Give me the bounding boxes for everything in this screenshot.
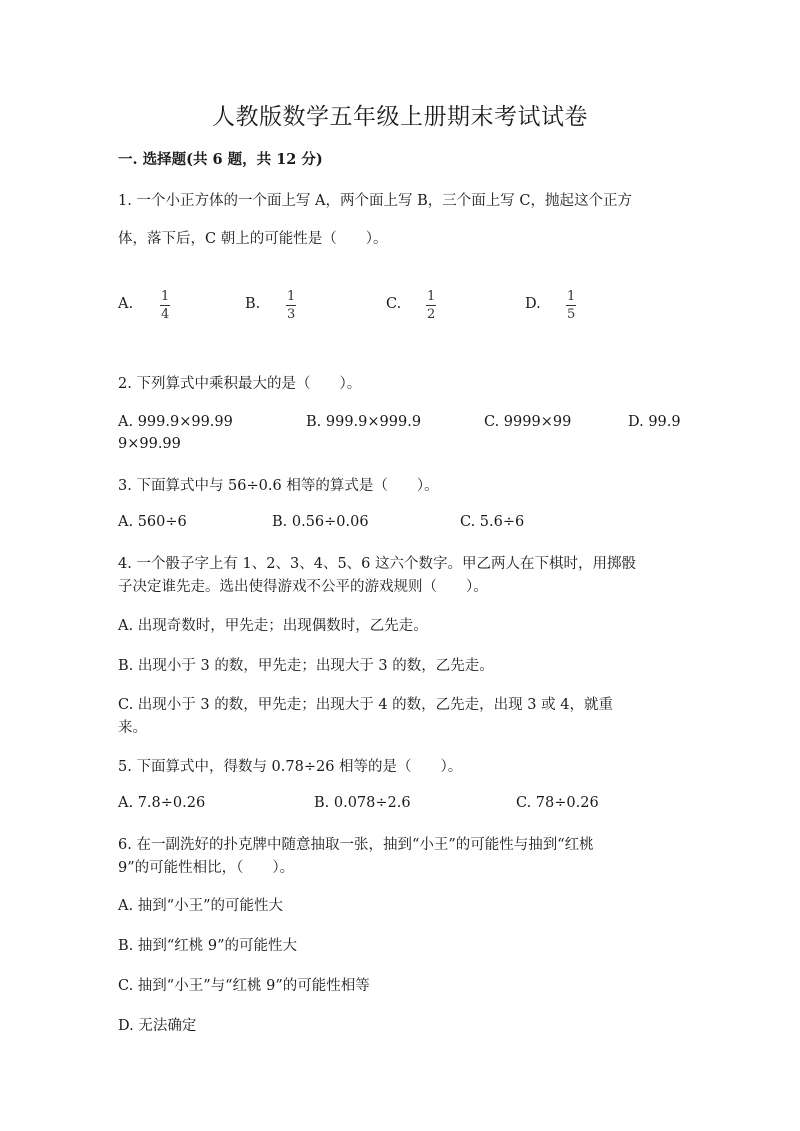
question-4-option-c-line-1: C. 出现小于 3 的数，甲先走；出现大于 4 的数，乙先走，出现 3 或 4，就重 [118,697,613,713]
question-6-option-d: D. 无法确定 [118,1018,197,1034]
question-3-option-b: B. 0.56÷0.06 [272,514,369,530]
question-3-stem: 3. 下面算式中与 56÷0.6 相等的算式是（ ）。 [118,478,439,494]
question-2-option-b: B. 999.9×999.9 [306,414,422,430]
fraction-one-quarter [160,290,170,321]
fraction-numerator: 1 [287,289,296,304]
option-label: A. [118,296,134,312]
question-1-option-d [525,296,541,312]
question-6-option-b: B. 抽到“红桃 9”的可能性大 [118,938,298,954]
question-1-option-a [118,296,133,312]
fraction-numerator: 1 [161,289,170,304]
option-label: B. [245,296,261,312]
fraction-bar [286,305,296,306]
question-5-option-a: A. 7.8÷0.26 [118,795,206,811]
question-2-option-c: C. 9999×99 [484,414,572,430]
question-1-line-2: 体，落下后，C 朝上的可能性是（ ）。 [118,231,388,247]
fraction-one-fifth [566,290,576,321]
question-4-option-b: B. 出现小于 3 的数，甲先走；出现大于 3 的数，乙先走。 [118,658,494,674]
question-4-line-2: 子决定谁先走。选出使得游戏不公平的游戏规则（ ）。 [118,579,488,595]
question-4-option-a: A. 出现奇数时，甲先走；出现偶数时，乙先走。 [118,618,428,634]
question-2-option-d-part-2: 9×99.99 [118,436,181,452]
question-4-line-1: 4. 一个骰子字上有 1、2、3、4、5、6 这六个数字。甲乙两人在下棋时，用掷骰 [118,556,637,572]
fraction-one-third [286,290,296,321]
question-1-option-c [386,296,401,312]
section-heading: 一. 选择题(共 6 题，共 12 分) [118,151,323,168]
question-5-option-c: C. 78÷0.26 [516,795,599,811]
page-title: 人教版数学五年级上册期末考试试卷 [212,104,588,130]
question-5-option-b: B. 0.078÷2.6 [314,795,411,811]
fraction-bar [426,305,436,306]
question-6-option-c: C. 抽到“小王”与“红桃 9”的可能性相等 [118,978,370,994]
question-3-option-a: A. 560÷6 [118,514,187,530]
question-2-stem: 2. 下列算式中乘积最大的是（ ）。 [118,376,362,392]
question-2-option-d-part-1: D. 99.9 [628,414,681,430]
fraction-numerator: 1 [567,289,576,304]
option-label: D. [525,296,541,312]
question-3-option-c: C. 5.6÷6 [460,514,525,530]
question-1-line-1: 1. 一个小正方体的一个面上写 A，两个面上写 B，三个面上写 C，抛起这个正方 [118,193,632,209]
fraction-denominator: 3 [287,307,296,322]
question-6-line-2: 9”的可能性相比，（ ）。 [118,860,295,876]
fraction-one-half [426,290,436,321]
question-4-option-c-line-2: 来。 [118,720,147,736]
fraction-numerator: 1 [427,289,436,304]
fraction-denominator: 5 [567,307,576,322]
question-1-option-b [245,296,260,312]
question-6-option-a: A. 抽到“小王”的可能性大 [118,898,284,914]
question-6-line-1: 6. 在一副洗好的扑克牌中随意抽取一张，抽到“小王”的可能性与抽到“红桃 [118,837,594,853]
fraction-bar [160,305,170,306]
fraction-denominator: 2 [427,307,436,322]
fraction-denominator: 4 [161,307,170,322]
option-label: C. [386,296,402,312]
fraction-bar [566,305,576,306]
question-5-stem: 5. 下面算式中，得数与 0.78÷26 相等的是（ ）。 [118,759,463,775]
question-2-option-a: A. 999.9×99.99 [118,414,233,430]
